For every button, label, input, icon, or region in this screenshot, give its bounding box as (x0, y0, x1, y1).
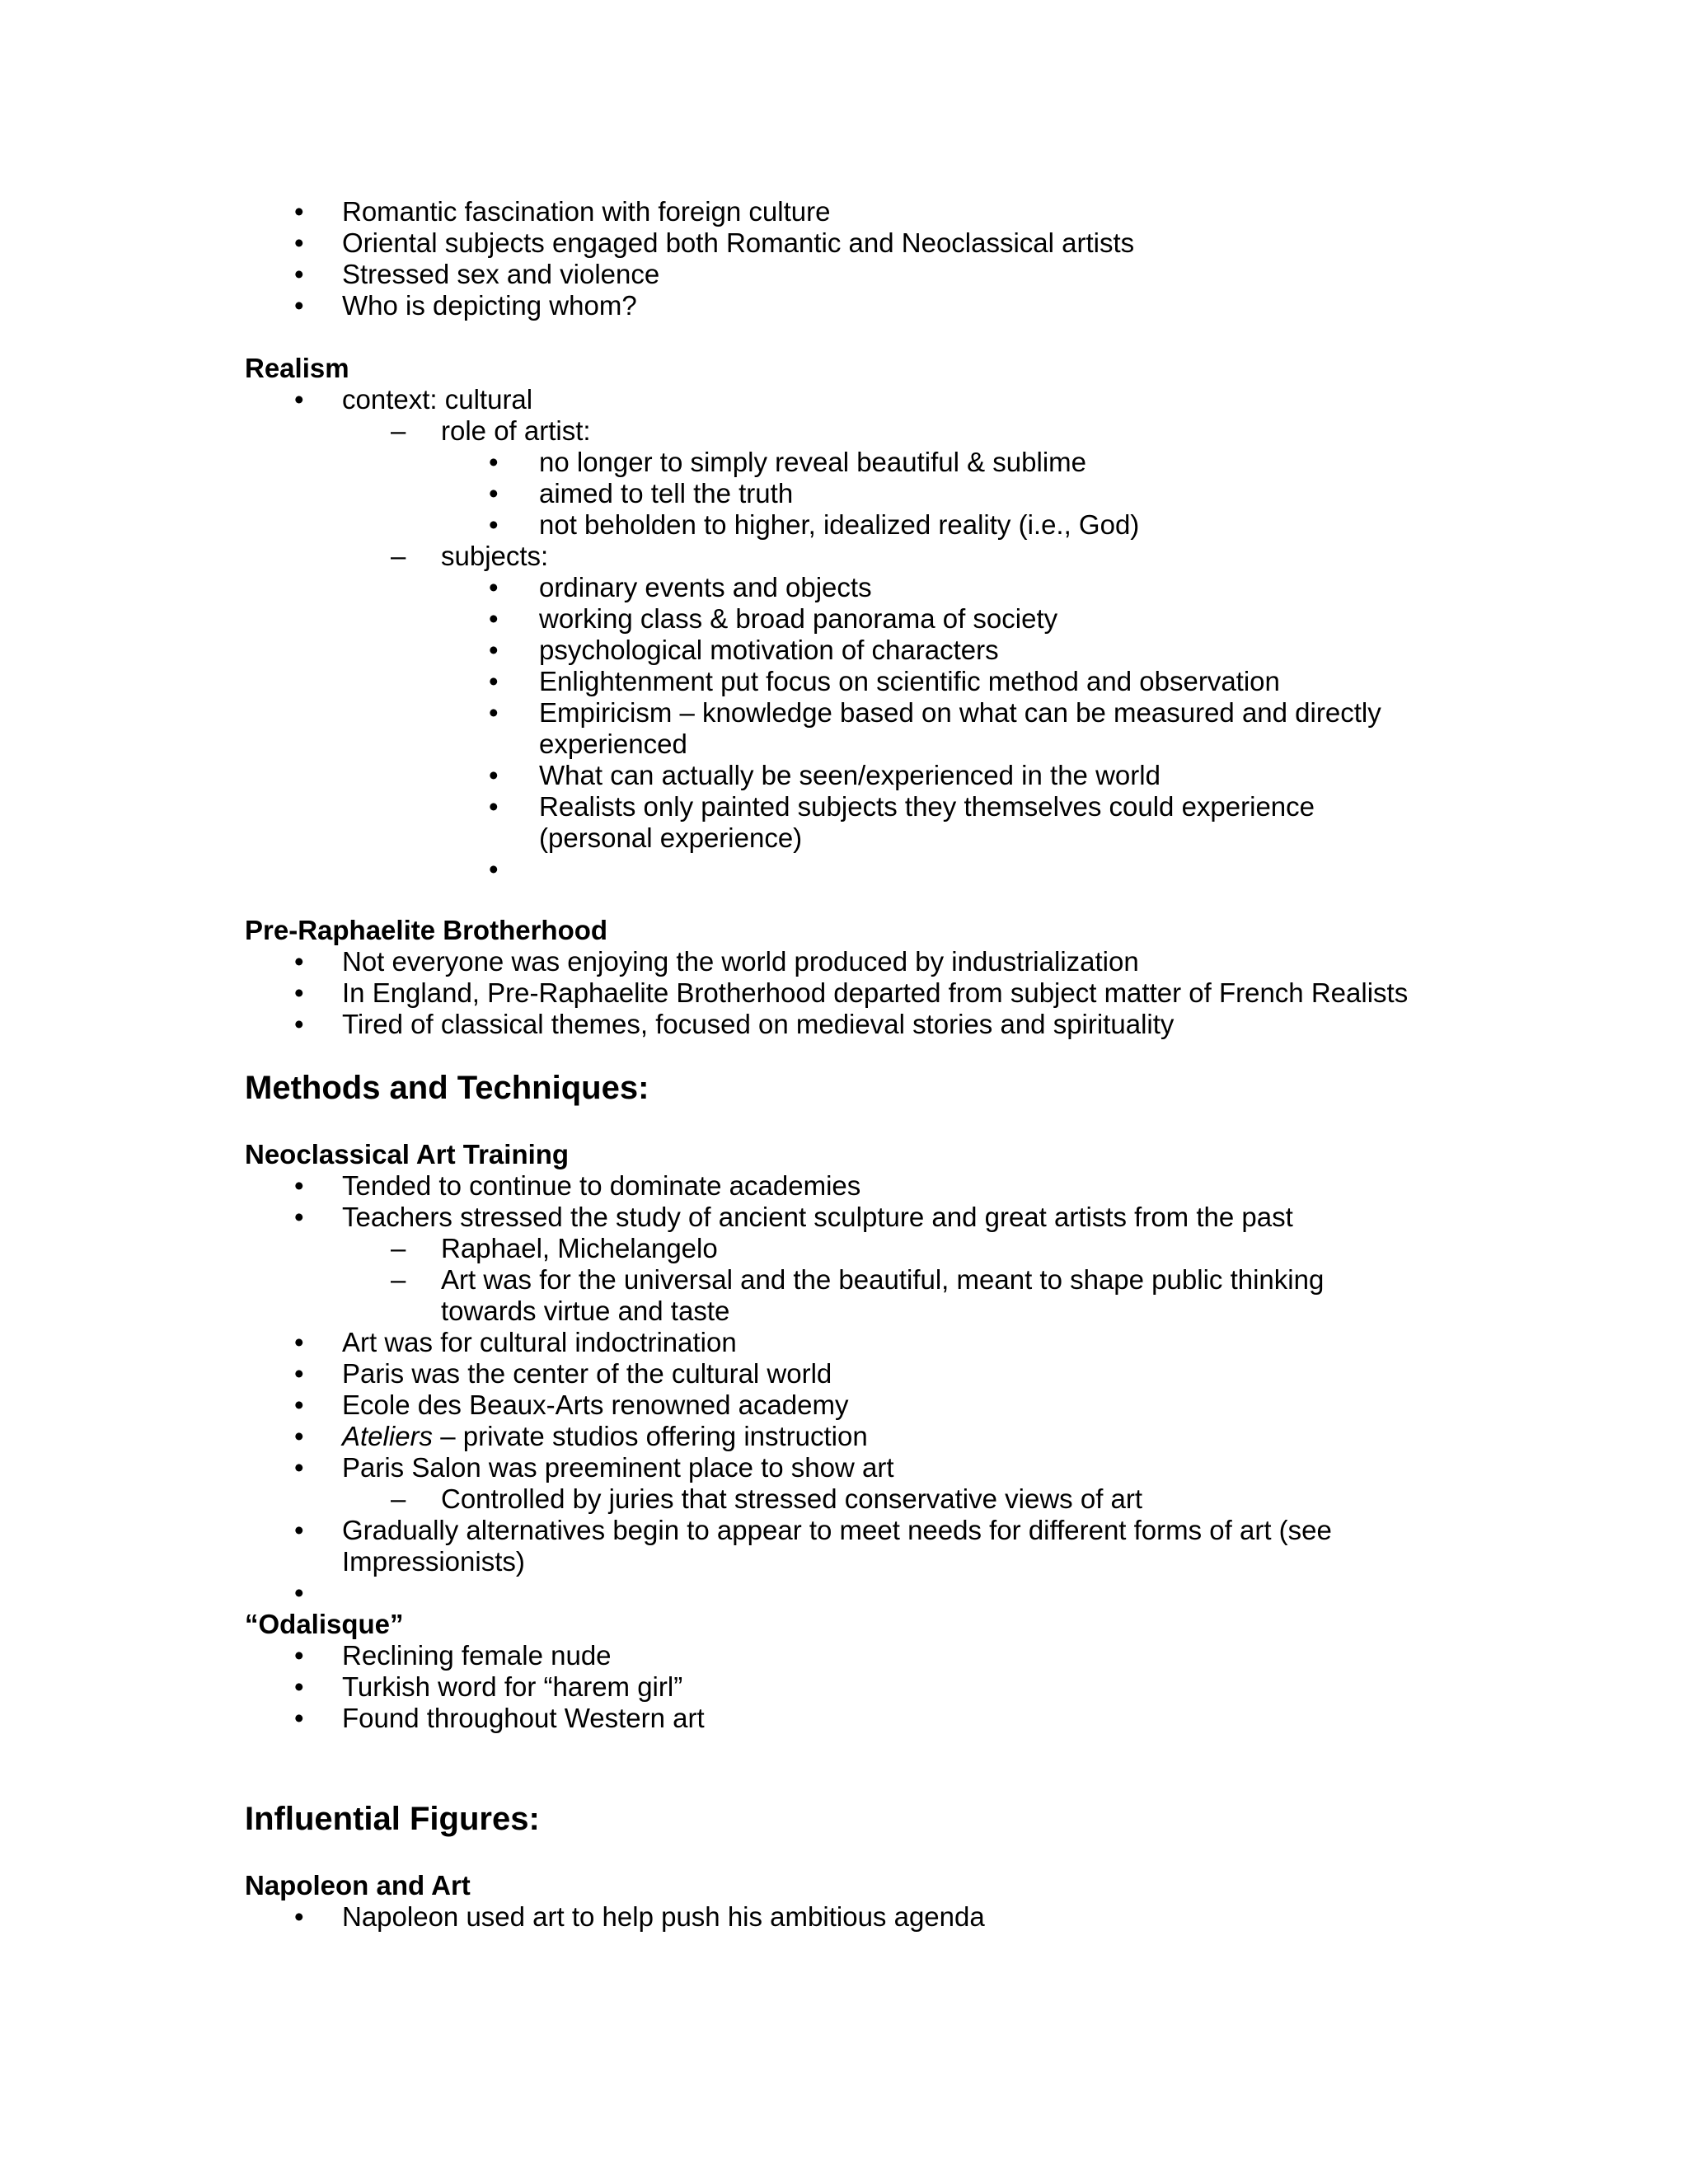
bullet: • (489, 697, 499, 728)
list-item: Turkish word for “harem girl” (342, 1671, 683, 1702)
sub-list-item: Controlled by juries that stressed conservative views of art (441, 1483, 1143, 1514)
list-item: Stressed sex and violence (342, 259, 660, 289)
sub-sub-list-item: What can actually be seen/experienced in the world (539, 760, 1160, 790)
empty-bullet: • (294, 1577, 304, 1608)
bullet: • (294, 1327, 304, 1357)
bullet: • (294, 1640, 304, 1671)
dash-marker: – (391, 541, 406, 571)
bullet: • (294, 946, 304, 977)
section-heading-neoclassical: Neoclassical Art Training (245, 1139, 570, 1169)
bullet: • (294, 1515, 304, 1545)
bullet: • (489, 635, 499, 665)
bullet: • (294, 1421, 304, 1451)
list-item: Romantic fascination with foreign culture (342, 196, 831, 227)
section-heading-odalisque: “Odalisque” (245, 1609, 404, 1639)
bullet: • (294, 1671, 304, 1702)
list-item: Gradually alternatives begin to appear to meet needs for different forms of art (see (342, 1515, 1332, 1545)
section-heading-realism: Realism (245, 353, 349, 383)
sub-list-item: Art was for the universal and the beautiful, meant to shape public thinking (441, 1264, 1325, 1295)
list-item: Found throughout Western art (342, 1703, 705, 1733)
sub-list-item: Raphael, Michelangelo (441, 1233, 718, 1263)
list-item: Ecole des Beaux-Arts renowned academy (342, 1390, 849, 1420)
bullet: • (294, 384, 304, 415)
ateliers-description: – private studios offering instruction (433, 1421, 868, 1451)
sub-sub-list-item: no longer to simply reveal beautiful & sublime (539, 447, 1087, 477)
list-item: Tired of classical themes, focused on medieval stories and spirituality (342, 1009, 1175, 1039)
bullet: • (294, 259, 304, 289)
bullet: • (294, 196, 304, 227)
bullet: • (294, 290, 304, 321)
sub-sub-list-item: Enlightenment put focus on scientific method and observation (539, 666, 1280, 696)
section-heading-pre-raphaelite: Pre-Raphaelite Brotherhood (245, 915, 608, 945)
bullet: • (489, 666, 499, 696)
dash-marker: – (391, 1483, 406, 1514)
sub-list-item-continued: towards virtue and taste (441, 1296, 730, 1326)
sub-sub-list-item-continued: (personal experience) (539, 823, 803, 853)
bullet: • (489, 603, 499, 634)
bullet: • (489, 509, 499, 540)
dash-marker: – (391, 1233, 406, 1263)
list-item: Oriental subjects engaged both Romantic and Neoclassical artists (342, 227, 1135, 258)
list-item-ateliers (342, 1421, 868, 1452)
bullet: • (294, 1703, 304, 1733)
section-heading-napoleon: Napoleon and Art (245, 1870, 471, 1900)
list-item-continued: Impressionists) (342, 1546, 525, 1577)
sub-sub-list-item: Empiricism – knowledge based on what can be measured and directly (539, 697, 1381, 728)
bullet: • (294, 1170, 304, 1201)
sub-list-item: subjects: (441, 541, 549, 571)
list-item: In England, Pre-Raphaelite Brotherhood departed from subject matter of French Realists (342, 977, 1409, 1008)
dash-marker: – (391, 415, 406, 446)
bullet: • (489, 478, 499, 509)
bullet: • (294, 1901, 304, 1932)
list-item: Tended to continue to dominate academies (342, 1170, 861, 1201)
list-item: Teachers stressed the study of ancient sculpture and great artists from the past (342, 1202, 1293, 1232)
bullet: • (294, 227, 304, 258)
major-heading-influential: Influential Figures: (245, 1801, 540, 1837)
list-item: Reclining female nude (342, 1640, 612, 1671)
sub-sub-list-item: working class & broad panorama of society (539, 603, 1058, 634)
bullet: • (489, 447, 499, 477)
sub-sub-list-item: not beholden to higher, idealized reality (i.e., God) (539, 509, 1140, 540)
list-item: Art was for cultural indoctrination (342, 1327, 737, 1357)
bullet: • (489, 760, 499, 790)
sub-sub-list-item-continued: experienced (539, 729, 687, 759)
sub-sub-list-item: psychological motivation of characters (539, 635, 999, 665)
sub-sub-list-item: ordinary events and objects (539, 572, 872, 602)
list-item: Who is depicting whom? (342, 290, 637, 321)
bullet: • (294, 1452, 304, 1483)
major-heading-methods: Methods and Techniques: (245, 1070, 649, 1106)
dash-marker: – (391, 1264, 406, 1295)
bullet: • (294, 1202, 304, 1232)
list-item: Not everyone was enjoying the world produced by industrialization (342, 946, 1139, 977)
sub-list-item: role of artist: (441, 415, 591, 446)
bullet: • (294, 1009, 304, 1039)
ateliers-term: Ateliers (342, 1421, 434, 1451)
sub-sub-list-item: aimed to tell the truth (539, 478, 794, 509)
list-item: Napoleon used art to help push his ambitious agenda (342, 1901, 985, 1932)
bullet: • (294, 977, 304, 1008)
bullet: • (294, 1358, 304, 1389)
bullet: • (489, 791, 499, 822)
list-item: Paris was the center of the cultural world (342, 1358, 832, 1389)
sub-sub-list-item: Realists only painted subjects they themselves could experience (539, 791, 1315, 822)
list-item: context: cultural (342, 384, 533, 415)
empty-bullet: • (489, 854, 499, 884)
bullet: • (489, 572, 499, 602)
bullet: • (294, 1390, 304, 1420)
list-item: Paris Salon was preeminent place to show art (342, 1452, 894, 1483)
